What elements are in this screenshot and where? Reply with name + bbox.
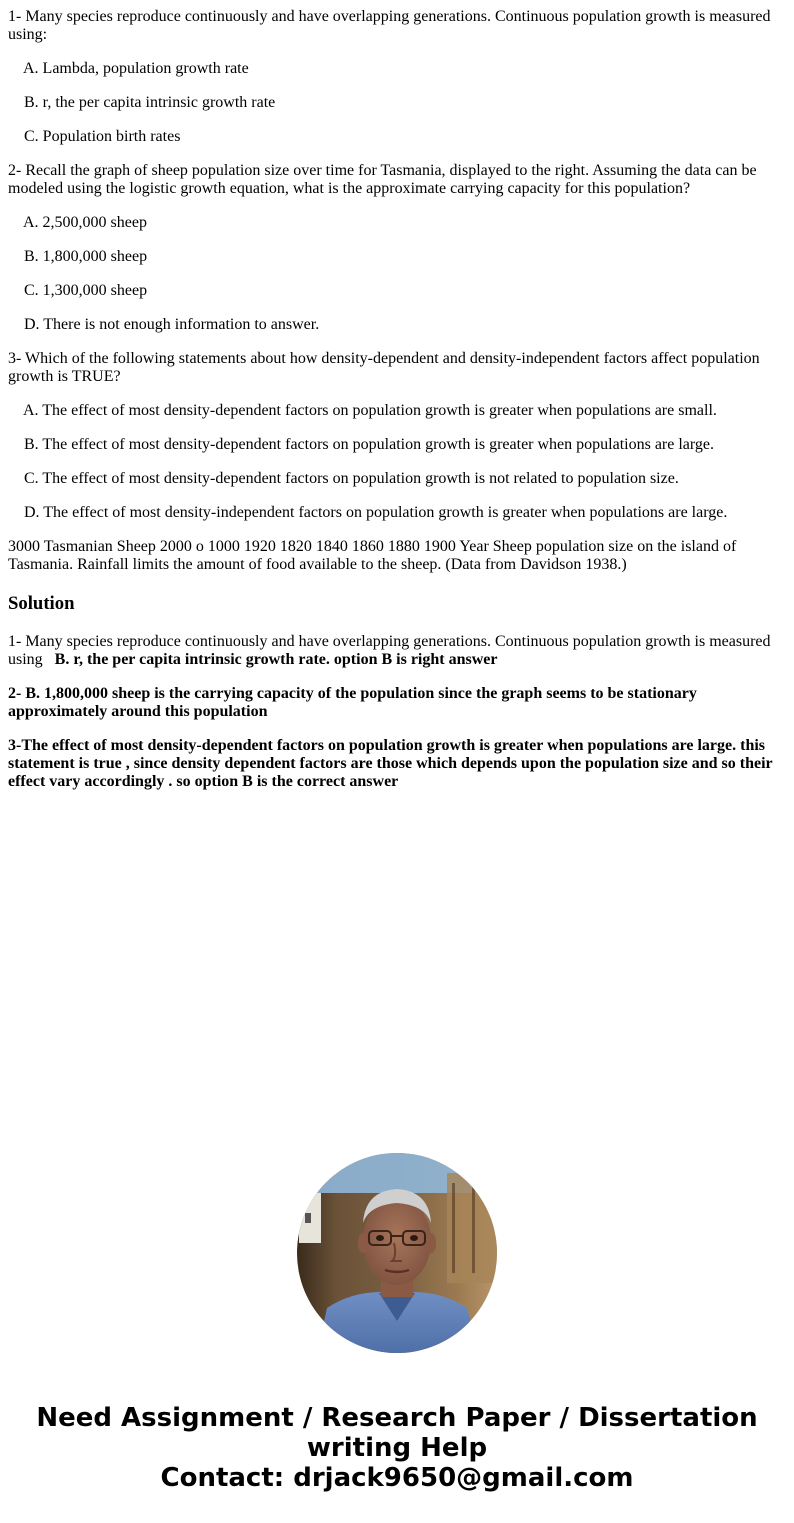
solution-answer-1 [8,633,786,669]
question-3-option-d: D. The effect of most density-independent factors on population growth is greater when populations are large. [24,504,728,521]
graph-caption: 3000 Tasmanian Sheep 2000 o 1000 1920 1820 1840 1860 1880 1900 Year Sheep population size on the island of Tasmania. Rainfall limits the amount of food available to the sheep. (Data from Davidson 1938.) [8,538,737,573]
solution-answer-3-text: 3-The effect of most density-dependent factors on population growth is greater when populations are large. this statement is true , since density dependent factors are those which depends upon the population size and so their effect vary accordingly . so option B is the correct answer [8,737,773,790]
question-1-option-a: A. Lambda, population growth rate [23,60,249,77]
solution-heading: Solution [8,593,75,614]
question-3-option-a: A. The effect of most density-dependent factors on population growth is greater when populations are small. [23,402,717,419]
footer-line-2: writing Help [306,1433,488,1463]
question-2-option-d: D. There is not enough information to answer. [24,316,320,333]
question-3-option-c: C. The effect of most density-dependent factors on population growth is not related to population size. [24,470,679,487]
question-2-option-b: B. 1,800,000 sheep [24,248,148,265]
question-3-text: 3- Which of the following statements about how density-dependent and density-independent factors affect population growth is TRUE? [8,350,760,385]
question-1-text: 1- Many species reproduce continuously and have overlapping generations. Continuous population growth is measured using: [8,8,771,43]
question-2-option-c: C. 1,300,000 sheep [24,282,148,299]
solution-answer-2-text: 2- B. 1,800,000 sheep is the carrying capacity of the population since the graph seems to be stationary approximately around this population [8,685,697,720]
question-1-option-b: B. r, the per capita intrinsic growth rate [24,94,276,111]
solution-answer-1-choice: B. r, the per capita intrinsic growth rate. option B is right answer [54,651,498,668]
solution-answer-3 [8,737,786,791]
question-2-option-a: A. 2,500,000 sheep [23,214,147,231]
question-3-option-b: B. The effect of most density-dependent factors on population growth is greater when populations are large. [24,436,715,453]
footer-contact-banner [0,1403,794,1493]
avatar-portrait-image [297,1153,497,1353]
avatar [297,1153,497,1353]
solution-answer-2 [8,685,786,721]
footer-line-1: Need Assignment / Research Paper / Dissertation [36,1403,758,1433]
solution-answer-1-prefix: 1- Many species reproduce continuously and have overlapping generations. Continuous population growth is measured using [8,633,771,668]
question-2-text: 2- Recall the graph of sheep population size over time for Tasmania, displayed to the right. Assuming the data can be modeled using the logistic growth equation, what is the approximate carrying capacity for this population? [8,162,757,197]
footer-contact-email: Contact: drjack9650@gmail.com [160,1463,634,1493]
question-1-option-c: C. Population birth rates [24,128,181,145]
